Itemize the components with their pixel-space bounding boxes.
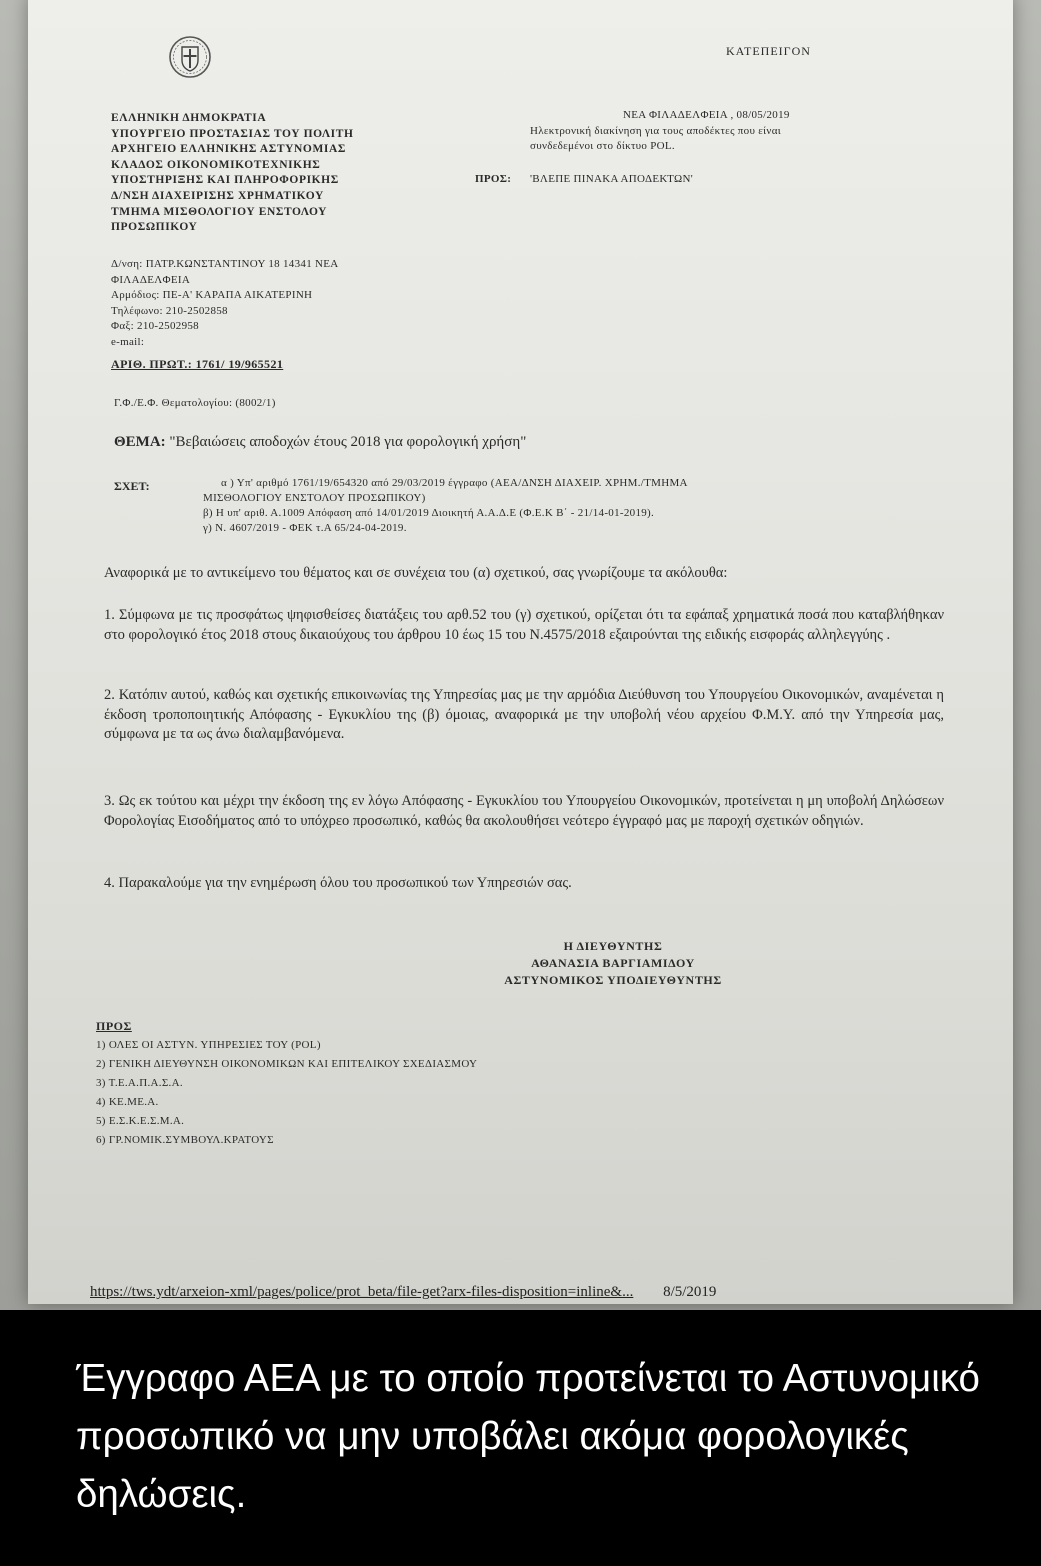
issuer-line: ΚΛΑΔΟΣ ΟΙΚΟΝΟΜΙΚΟΤΕΧΝΙΚΗΣ — [111, 158, 321, 171]
paragraph — [104, 606, 944, 645]
issuer-line: ΥΠΟΥΡΓΕΙΟ ΠΡΟΣΤΑΣΙΑΣ ΤΟΥ ΠΟΛΙΤΗ — [111, 127, 354, 140]
issuer-block — [111, 111, 441, 236]
signature-rank: ΑΣΤΥΝΟΜΙΚΟΣ ΥΠΟΔΙΕΥΘΥΝΤΗΣ — [504, 973, 722, 987]
greek-coat-of-arms-icon — [168, 34, 212, 80]
signature-name: ΑΘΑΝΑΣΙΑ ΒΑΡΓΙΑΜΙΔΟΥ — [531, 956, 695, 970]
paragraph-text: Κατόπιν αυτού, καθώς και σχετικής επικοινωνίας της Υπηρεσίας μας με την αρμόδια Διεύθυνση του Υπουργείου Οικονομικών, αναμένεται η έκδοση τροποποιητικής Απόφασης - Εγκυκλίου της (β) όμοιας, αναφορικά με την υποβολή νέου αρχείου Φ.Μ.Υ. από την Υπηρεσία μας, σύμφωνα με τα ως άνω διαλαμβανόμενα. — [104, 687, 944, 742]
issuer-line: ΕΛΛΗΝΙΚΗ ΔΗΜΟΚΡΑΤΙΑ — [111, 112, 267, 124]
signature-block — [448, 938, 778, 989]
contact-block — [111, 257, 441, 351]
intro-text: Αναφορικά με το αντικείμενο του θέματος και σε συνέχεια του (α) σχετικού, σας γνωρίζουμε τα ακόλουθα: — [104, 565, 728, 581]
recipient-item: 2) ΓΕΝΙΚΗ ΔΙΕΥΘΥΝΣΗ ΟΙΚΟΝΟΜΙΚΩΝ ΚΑΙ ΕΠΙΤΕΛΙΚΟΥ ΣΧΕΔΙΑΣΜΟΥ — [96, 1058, 478, 1070]
paragraph-number: 3. — [104, 793, 115, 809]
paragraph-number: 2. — [104, 687, 115, 703]
print-url: https://tws.ydt/arxeion-xml/pages/police/prot_beta/file-get?arx-files-disposition=inline&... — [90, 1284, 634, 1300]
print-footer — [90, 1284, 970, 1301]
to-label: ΠΡΟΣ: — [475, 173, 512, 185]
to-value: 'ΒΛΕΠΕ ΠΙΝΑΚΑ ΑΠΟΔΕΚΤΩΝ' — [530, 173, 693, 185]
file-reference: Γ.Φ./Ε.Φ. Θεματολογίου: (8002/1) — [114, 397, 276, 409]
place-date: ΝΕΑ ΦΙΛΑΔΕΛΦΕΙΑ , 08/05/2019 — [623, 109, 790, 121]
print-date: 8/5/2019 — [663, 1284, 717, 1300]
electronic-note: Ηλεκτρονική διακίνηση για τους αποδέκτες που είναι συνδεδεμένοι στο δίκτυο POL. — [530, 125, 782, 152]
recipient-item: 6) ΓΡ.ΝΟΜΙΚ.ΣΥΜΒΟΥΛ.ΚΡΑΤΟΥΣ — [96, 1134, 274, 1146]
contact-line: Τηλέφωνο: 210-2502858 — [111, 304, 228, 317]
paragraph-number: 4. — [104, 875, 115, 891]
paragraph — [104, 874, 944, 894]
subject-text: "Βεβαιώσεις αποδοχών έτους 2018 για φορολογική χρήση" — [169, 434, 527, 450]
related-line: β) Η υπ' αριθ. Α.1009 Απόφαση από 14/01/2019 Διοικητή Α.Α.Δ.Ε (Φ.Ε.Κ Β΄ - 21/14-01-2019). — [203, 507, 655, 519]
paragraph — [104, 686, 944, 745]
subject-label: ΘΕΜΑ: — [114, 434, 166, 450]
issuer-line: ΥΠΟΣΤΗΡΙΞΗΣ ΚΑΙ ΠΛΗΡΟΦΟΡΙΚΗΣ — [111, 174, 339, 187]
contact-line: Φαξ: 210-2502958 — [111, 320, 199, 333]
recipient-item: 4) ΚΕ.ΜΕ.Α. — [96, 1096, 159, 1108]
issuer-line: Δ/ΝΣΗ ΔΙΑΧΕΙΡΙΣΗΣ ΧΡΗΜΑΤΙΚΟΥ — [111, 189, 324, 202]
related-line: γ) Ν. 4607/2019 - ΦΕΚ τ.Α 65/24-04-2019. — [203, 522, 407, 534]
recipient-item: 5) Ε.Σ.Κ.Ε.Σ.Μ.Α. — [96, 1115, 185, 1127]
subject-line — [114, 434, 526, 451]
paragraph-text: Παρακαλούμε για την ενημέρωση όλου του προσωπικού των Υπηρεσιών σας. — [118, 875, 572, 891]
issuer-line: ΑΡΧΗΓΕΙΟ ΕΛΛΗΝΙΚΗΣ ΑΣΤΥΝΟΜΙΑΣ — [111, 143, 346, 156]
urgency-label: ΚΑΤΕΠΕΙΓΟΝ — [726, 44, 811, 58]
contact-line: e-mail: — [111, 335, 145, 348]
caption-text: Έγγραφο ΑΕΑ με το οποίο προτείνεται το Αστυνομικό προσωπικό να μην υποβάλει ακόμα φορολογικές δηλώσεις. — [76, 1357, 980, 1516]
recipients-list — [96, 1036, 716, 1150]
related-line: ΜΙΣΘΟΛΟΓΙΟΥ ΕΝΣΤΟΛΟΥ ΠΡΟΣΩΠΙΚΟΥ) — [203, 492, 426, 504]
related-label: ΣΧΕΤ: — [114, 479, 150, 493]
caption-bar — [0, 1310, 1041, 1566]
contact-line: Αρμόδιος: ΠΕ-Α' ΚΑΡΑΠΑ ΑΙΚΑΤΕΡΙΝΗ — [111, 289, 313, 302]
protocol-number: ΑΡΙΘ. ΠΡΩΤ.: 1761/ 19/965521 — [111, 357, 284, 371]
related-line: α ) Υπ' αριθμό 1761/19/654320 από 29/03/2019 έγγραφο (ΑΕΑ/ΔΝΣΗ ΔΙΑΧΕΙΡ. ΧΡΗΜ./ΤΜΗΜΑ — [221, 477, 688, 489]
paragraph-number: 1. — [104, 607, 115, 623]
recipients-label: ΠΡΟΣ — [96, 1019, 132, 1033]
contact-line: Δ/νση: ΠΑΤΡ.ΚΩΝΣΤΑΝΤΙΝΟΥ 18 14341 ΝΕΑ — [111, 258, 339, 270]
recipient-item: 3) Τ.Ε.Α.Π.Α.Σ.Α. — [96, 1077, 183, 1089]
paragraph-text: Ως εκ τούτου και μέχρι την έκδοση της εν λόγω Απόφασης - Εγκυκλίου του Υπουργείου Οικονομικών, προτείνεται η μη υποβολή Δηλώσεων Φορολογίας Εισοδήματος από το υπόχρεο προσωπικό, καθώς θα ακολουθήσει νεότερο έγγραφό μας με παροχή σχετικών οδηγιών. — [104, 793, 944, 829]
related-block — [203, 476, 893, 536]
contact-line: ΦΙΛΑΔΕΛΦΕΙΑ — [111, 273, 191, 286]
paragraph — [104, 792, 944, 831]
signature-title: Η ΔΙΕΥΘΥΝΤΗΣ — [563, 939, 663, 953]
letter-paper — [28, 0, 1013, 1304]
recipient-item: 1) ΟΛΕΣ ΟΙ ΑΣΤΥΝ. ΥΠΗΡΕΣΙΕΣ ΤΟΥ (POL) — [96, 1039, 321, 1051]
paragraph-text: Σύμφωνα με τις προσφάτως ψηφισθείσες διατάξεις του αρθ.52 του (γ) σχετικού, ορίζεται ότι τα εφάπαξ χρηματικά ποσά που καταβλήθηκαν στο φορολογικό έτος 2018 στους δικαιούχους του άρθρου 10 έως 15 του Ν.4575/2018 εξαιρούνται της ειδικής εισφοράς αλληλεγγύης . — [104, 607, 944, 643]
issuer-line: ΤΜΗΜΑ ΜΙΣΘΟΛΟΓΙΟΥ ΕΝΣΤΟΛΟΥ — [111, 205, 328, 218]
issuer-line: ΠΡΟΣΩΠΙΚΟΥ — [111, 221, 198, 234]
